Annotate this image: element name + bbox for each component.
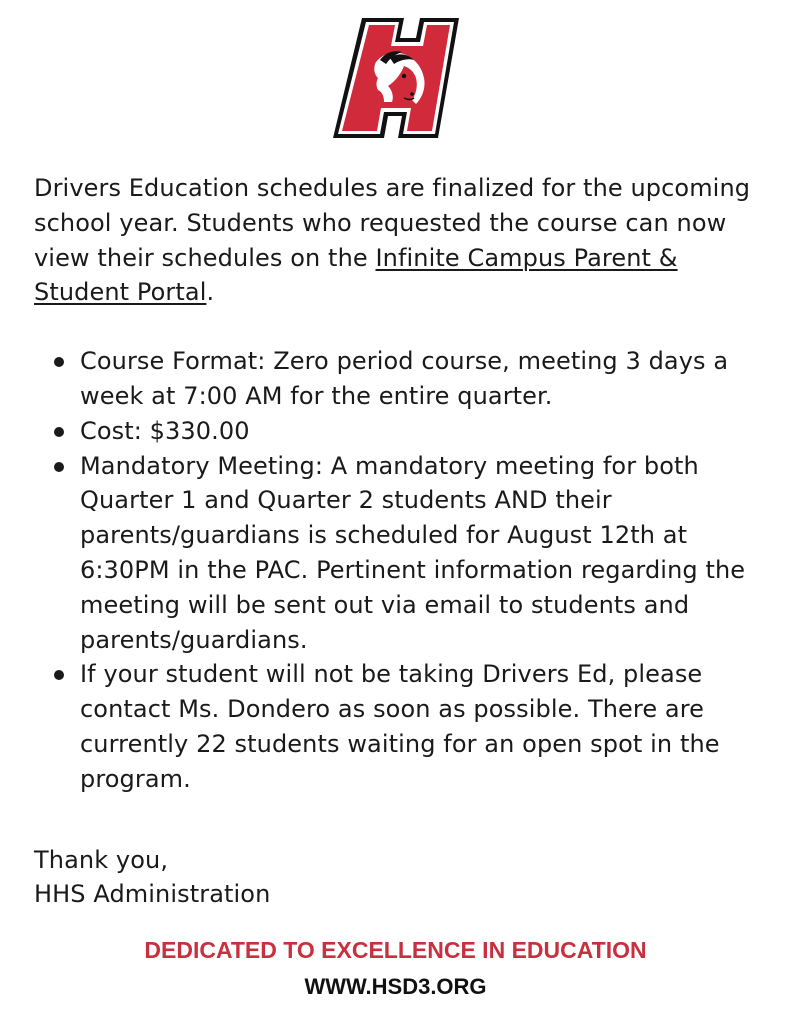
closing	[34, 843, 759, 913]
info-bullet-list	[34, 344, 759, 796]
h-mustang-icon	[332, 16, 460, 140]
bullet-cost: Cost: $330.00	[34, 414, 759, 449]
intro-period: .	[206, 278, 215, 307]
closing-thanks: Thank you,	[34, 845, 169, 874]
footer-tagline: DEDICATED TO EXCELLENCE IN EDUCATION	[144, 937, 647, 963]
bullet-mandatory-meeting: Mandatory Meeting: A mandatory meeting for both Quarter 1 and Quarter 2 students AND their parents/guardians is scheduled for August 12th at 6:30PM in the PAC. Pertinent information regarding the meeting will be sent out via email to students and parents/guardians.	[34, 449, 759, 658]
footer-website: WWW.HSD3.ORG	[304, 974, 487, 999]
closing-signature: HHS Administration	[34, 880, 271, 909]
intro-text: Drivers Education schedules are finalized for the upcoming school year. Students who requested the course can now view their schedules on the	[34, 174, 751, 272]
intro-paragraph	[34, 171, 759, 310]
announcement-body	[34, 171, 759, 912]
hhs-logo-icon	[332, 16, 460, 140]
bullet-course-format: Course Format: Zero period course, meeting 3 days a week at 7:00 AM for the entire quarter.	[34, 344, 759, 414]
bullet-contact: If your student will not be taking Drivers Ed, please contact Ms. Dondero as soon as possible. There are currently 22 students waiting for an open spot in the program.	[34, 657, 759, 796]
infinite-campus-portal-link[interactable]: Infinite Campus Parent & Student Portal	[34, 243, 678, 307]
